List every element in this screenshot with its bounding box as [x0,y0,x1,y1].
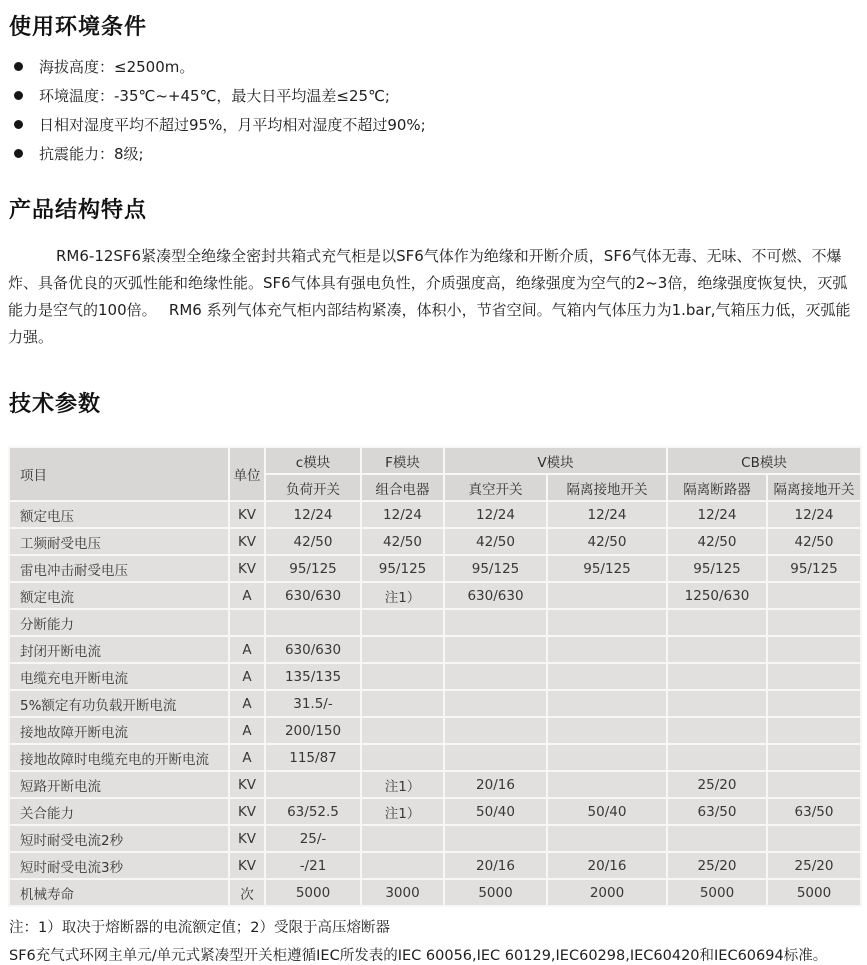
value-cell: 12/24 [265,501,361,528]
value-cell: 200/150 [265,717,361,744]
params-table-header [9,447,861,501]
value-cell [667,717,767,744]
value-cell [444,825,547,852]
col-header-v-earthing-switch: 隔离接地开关 [547,474,667,501]
params-table-body [9,501,861,906]
env-item-text: 日相对湿度平均不超过95%，月平均相对湿度不超过90%; [39,116,426,134]
value-cell [767,636,861,663]
section-title-technical-parameters: 技术参数 [9,392,102,417]
value-cell [667,825,767,852]
value-cell [361,663,444,690]
param-name-cell: 短路开断电流 [9,771,229,798]
param-name-cell: 接地故障时电缆充电的开断电流 [9,744,229,771]
col-header-combo-apparatus: 组合电器 [361,474,444,501]
table-row [9,852,861,879]
unit-cell: 次 [229,879,265,906]
param-name-cell: 短时耐受电流2秒 [9,825,229,852]
value-cell [361,609,444,636]
param-name-cell: 电缆充电开断电流 [9,663,229,690]
value-cell [667,744,767,771]
value-cell: 95/125 [444,555,547,582]
col-header-load-switch: 负荷开关 [265,474,361,501]
unit-cell: KV [229,852,265,879]
table-row [9,771,861,798]
bullet-icon [14,120,23,129]
value-cell [547,825,667,852]
unit-cell: A [229,582,265,609]
param-name-cell: 雷电冲击耐受电压 [9,555,229,582]
list-item [14,116,860,133]
param-name-cell: 额定电压 [9,501,229,528]
param-name-cell: 关合能力 [9,798,229,825]
value-cell [361,690,444,717]
value-cell [767,582,861,609]
value-cell [444,609,547,636]
param-name-cell: 分断能力 [9,609,229,636]
table-row [9,663,861,690]
unit-cell: A [229,636,265,663]
value-cell [361,825,444,852]
value-cell [547,744,667,771]
value-cell: 42/50 [265,528,361,555]
table-row [9,717,861,744]
value-cell [767,744,861,771]
value-cell [361,744,444,771]
value-cell: 95/125 [265,555,361,582]
value-cell [667,609,767,636]
value-cell: 20/16 [444,771,547,798]
value-cell [265,771,361,798]
value-cell: 95/125 [667,555,767,582]
value-cell: 5000 [667,879,767,906]
col-header-v-module: V模块 [444,447,667,474]
value-cell: 25/20 [767,852,861,879]
unit-cell: A [229,663,265,690]
env-item-text: 海拔高度：≤2500m。 [39,58,195,76]
value-cell: 5000 [444,879,547,906]
col-header-cb-module: CB模块 [667,447,861,474]
param-name-cell: 封闭开断电流 [9,636,229,663]
bullet-icon [14,62,23,71]
value-cell: 115/87 [265,744,361,771]
unit-cell [229,609,265,636]
value-cell: 20/16 [547,852,667,879]
unit-cell: KV [229,798,265,825]
note-line: 注：1）取决于熔断器的电流额定值；2）受限于高压熔断器 [9,920,390,936]
notes [9,918,860,965]
value-cell [444,690,547,717]
value-cell: 50/40 [547,798,667,825]
env-item-text: 抗震能力：8级; [39,145,144,163]
col-header-vacuum-switch: 真空开关 [444,474,547,501]
col-header-item: 项目 [9,447,229,501]
value-cell: 注1） [361,771,444,798]
param-name-cell: 机械寿命 [9,879,229,906]
table-row [9,528,861,555]
section-title-structure-features: 产品结构特点 [9,198,148,223]
value-cell: 31.5/- [265,690,361,717]
param-name-cell: 短时耐受电流3秒 [9,852,229,879]
param-name-cell: 额定电流 [9,582,229,609]
table-row [9,744,861,771]
value-cell [667,636,767,663]
value-cell [767,825,861,852]
value-cell [444,663,547,690]
unit-cell: A [229,744,265,771]
section-title-environment: 使用环境条件 [9,15,148,40]
col-header-cb-earthing-switch: 隔离接地开关 [767,474,861,501]
value-cell [547,636,667,663]
value-cell: 2000 [547,879,667,906]
table-row [9,582,861,609]
list-item [14,87,860,104]
value-cell [767,609,861,636]
value-cell: 63/50 [767,798,861,825]
value-cell [767,663,861,690]
value-cell: 25/20 [667,852,767,879]
features-paragraph: RM6-12SF6紧凑型全绝缘全密封共箱式充气柜是以SF6气体作为绝缘和开断介质，SF6气体无毒、无味、不可燃、不爆炸、具备优良的灭弧性能和绝缘性能。SF6气体具有强电负性，介质强度高，绝缘强度为空气的2~3倍，绝缘强度恢复快，灭弧能力是空气的100倍。 RM6 系列气体充气柜内部结构紧凑，体积小，节省空间。气箱内气体压力为1.bar,气箱压力低，灭弧能力强。 [8,247,851,346]
table-row [9,690,861,717]
params-table [8,446,862,907]
value-cell [547,717,667,744]
unit-cell: KV [229,528,265,555]
value-cell: 42/50 [547,528,667,555]
table-row [9,555,861,582]
value-cell [547,690,667,717]
param-name-cell: 5%额定有功负载开断电流 [9,690,229,717]
col-header-isolating-breaker: 隔离断路器 [667,474,767,501]
value-cell: 12/24 [667,501,767,528]
header-row-groups [9,447,861,474]
env-item-text: 环境温度：-35℃~+45℃，最大日平均温差≤25℃; [39,87,390,105]
unit-cell: KV [229,555,265,582]
table-row [9,501,861,528]
list-item [14,58,860,75]
value-cell: 12/24 [444,501,547,528]
value-cell [547,582,667,609]
unit-cell: KV [229,825,265,852]
value-cell: 注1） [361,798,444,825]
value-cell: 1250/630 [667,582,767,609]
value-cell: 3000 [361,879,444,906]
value-cell: 95/125 [361,555,444,582]
value-cell: 135/135 [265,663,361,690]
value-cell: 630/630 [444,582,547,609]
value-cell: -/21 [265,852,361,879]
value-cell: 25/- [265,825,361,852]
value-cell [667,690,767,717]
value-cell [547,771,667,798]
value-cell: 63/50 [667,798,767,825]
table-row [9,636,861,663]
value-cell: 12/24 [547,501,667,528]
bullet-icon [14,149,23,158]
value-cell [767,771,861,798]
value-cell: 20/16 [444,852,547,879]
value-cell [361,852,444,879]
value-cell: 注1） [361,582,444,609]
table-row [9,879,861,906]
value-cell: 95/125 [767,555,861,582]
value-cell: 42/50 [361,528,444,555]
value-cell [444,744,547,771]
value-cell: 63/52.5 [265,798,361,825]
unit-cell: KV [229,771,265,798]
value-cell [547,609,667,636]
value-cell [361,717,444,744]
col-header-f-module: F模块 [361,447,444,474]
value-cell [361,636,444,663]
value-cell: 12/24 [361,501,444,528]
value-cell [265,609,361,636]
value-cell [767,690,861,717]
value-cell: 5000 [767,879,861,906]
value-cell: 42/50 [667,528,767,555]
value-cell: 630/630 [265,636,361,663]
value-cell [767,717,861,744]
table-row [9,798,861,825]
param-name-cell: 接地故障开断电流 [9,717,229,744]
value-cell [547,663,667,690]
value-cell [667,663,767,690]
unit-cell: KV [229,501,265,528]
table-row [9,609,861,636]
note-line: SF6充气式环网主单元/单元式紧凑型开关柜遵循IEC所发表的IEC 60056,IEC 60129,IEC60298,IEC60420和IEC60694标准。 [9,948,828,964]
value-cell [444,636,547,663]
value-cell [444,717,547,744]
value-cell: 50/40 [444,798,547,825]
col-header-unit: 单位 [229,447,265,501]
value-cell: 42/50 [767,528,861,555]
unit-cell: A [229,690,265,717]
bullet-icon [14,91,23,100]
value-cell: 25/20 [667,771,767,798]
list-item [14,145,860,162]
env-list [14,58,860,162]
table-row [9,825,861,852]
value-cell: 12/24 [767,501,861,528]
unit-cell: A [229,717,265,744]
value-cell: 630/630 [265,582,361,609]
value-cell: 42/50 [444,528,547,555]
param-name-cell: 工频耐受电压 [9,528,229,555]
col-header-c-module: c模块 [265,447,361,474]
value-cell: 95/125 [547,555,667,582]
value-cell: 5000 [265,879,361,906]
